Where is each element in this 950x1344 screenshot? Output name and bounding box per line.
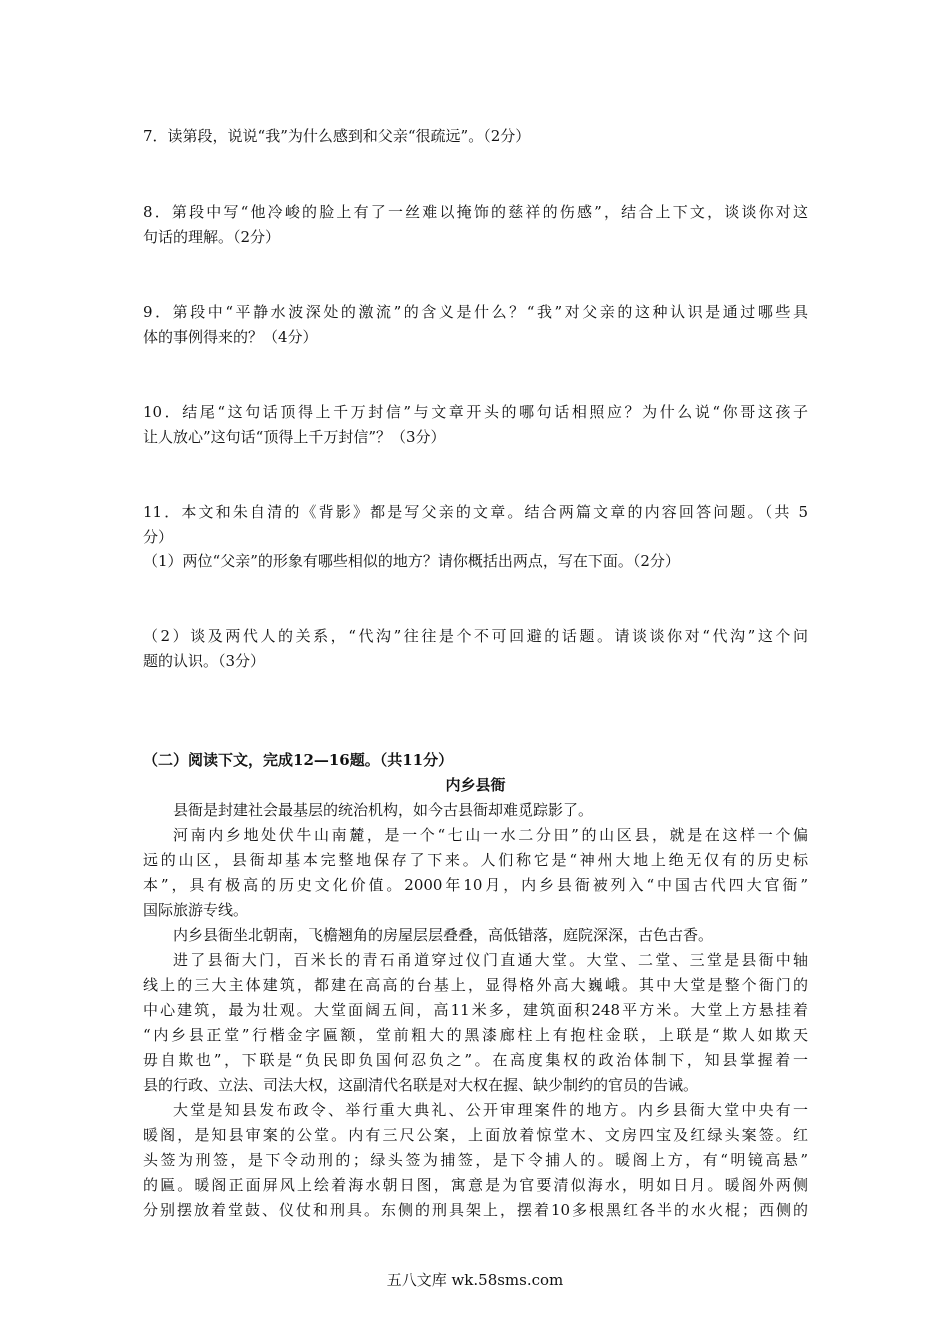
article-line: 河南内乡地处伏牛山南麓，是一个“七山一水二分田”的山区县，就是在这样一个偏 (173, 826, 808, 844)
question-9-line-1: 9．第段中“平静水波深处的激流”的含义是什么？“我”对父亲的这种认识是通过哪些具 (143, 303, 808, 321)
article-line: 进了县衙大门，百米长的青石甬道穿过仪门直通大堂。大堂、二堂、三堂是县衙中轴 (173, 951, 808, 969)
question-8-line-2: 句话的理解。（2分） (143, 228, 281, 246)
article-line: 暖阁，是知县审案的公堂。内有三尺公案，上面放着惊堂木、文房四宝及红绿头案签。红 (143, 1126, 808, 1144)
section-2-heading: （二）阅读下文，完成12—16题。（共11分） (143, 751, 454, 769)
question-11-part-1: （1）两位“父亲”的形象有哪些相似的地方？请你概括出两点，写在下面。（2分） (143, 552, 680, 570)
question-11-line-1: 11．本文和朱自清的《背影》都是写父亲的文章。结合两篇文章的内容回答问题。（共 5 (143, 503, 808, 521)
question-11-part-2-line-2: 题的认识。（3分） (143, 652, 266, 670)
article-line: 本”，具有极高的历史文化价值。2000年10月，内乡县衙被列入“中国古代四大官衙” (143, 876, 808, 894)
article-line: 线上的三大主体建筑，都建在高高的台基上，显得格外高大巍峨。其中大堂是整个衙门的 (143, 976, 808, 994)
article-line: 大堂是知县发布政令、举行重大典礼、公开审理案件的地方。内乡县衙大堂中央有一 (173, 1101, 808, 1119)
article-line: “内乡县正堂”行楷金字匾额，堂前粗大的黑漆廊柱上有抱柱金联，上联是“欺人如欺天 (143, 1026, 808, 1044)
article-line: 县衙是封建社会最基层的统治机构，如今古县衙却难觅踪影了。 (173, 801, 594, 819)
question-11-line-2: 分） (143, 528, 174, 546)
article-line: 头签为刑签，是下令动刑的；绿头签为捕签，是下令捕人的。暖阁上方，有“明镜高悬” (143, 1151, 808, 1169)
article-line: 内乡县衙坐北朝南，飞檐翘角的房屋层层叠叠，高低错落，庭院深深，古色古香。 (173, 926, 714, 944)
article-line: 分别摆放着堂鼓、仪仗和刑具。东侧的刑具架上，摆着10多根黑红各半的水火棍；西侧的 (143, 1201, 808, 1219)
page-footer: 五八文库 wk.58sms.com (386, 1271, 564, 1289)
question-11-part-2-line-1: （2）谈及两代人的关系，“代沟”往往是个不可回避的话题。请谈谈你对“代沟”这个问 (143, 627, 808, 645)
article-line: 远的山区，县衙却基本完整地保存了下来。人们称它是“神州大地上绝无仅有的历史标 (143, 851, 808, 869)
article-line: 的匾。暖阁正面屏风上绘着海水朝日图，寓意是为官要清似海水，明如日月。暖阁外两侧 (143, 1176, 808, 1194)
article-line: 毋自欺也”，下联是“负民即负国何忍负之”。在高度集权的政治体制下，知县掌握着一 (143, 1051, 808, 1069)
article-title: 内乡县衙 (445, 776, 506, 794)
article-line: 国际旅游专线。 (143, 901, 249, 919)
article-line: 中心建筑，最为壮观。大堂面阔五间，高11米多，建筑面积248平方米。大堂上方悬挂着 (143, 1001, 808, 1019)
question-7: 7．读第段，说说“我”为什么感到和父亲“很疏远”。（2分） (143, 127, 531, 145)
question-9-line-2: 体的事例得来的？（4分） (143, 328, 318, 346)
question-8-line-1: 8．第段中写“他冷峻的脸上有了一丝难以掩饰的慈祥的伤感”，结合上下文，谈谈你对这 (143, 203, 808, 221)
article-line: 县的行政、立法、司法大权，这副清代名联是对大权在握、缺少制约的官员的告诫。 (143, 1076, 699, 1094)
question-10-line-1: 10．结尾“这句话顶得上千万封信”与文章开头的哪句话相照应？为什么说“你哥这孩子 (143, 403, 808, 421)
question-10-line-2: 让人放心”这句话“顶得上千万封信”？（3分） (143, 428, 446, 446)
